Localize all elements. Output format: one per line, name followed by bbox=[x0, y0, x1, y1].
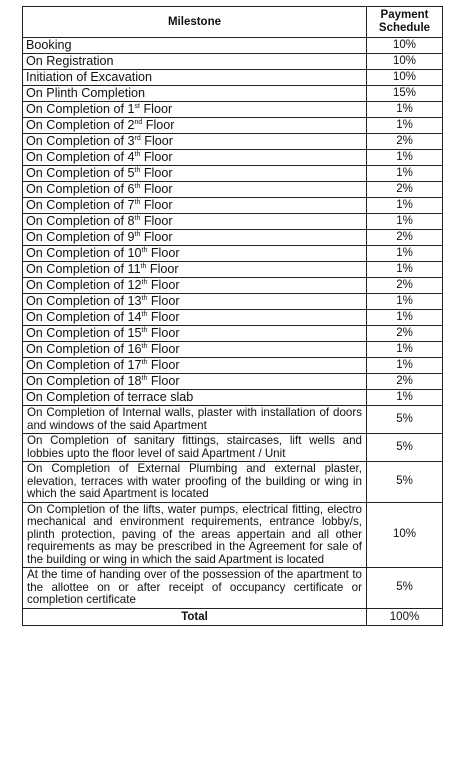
milestone-cell bbox=[23, 198, 367, 214]
total-value: 100% bbox=[367, 608, 443, 625]
milestone-text: On Completion of 4 bbox=[26, 150, 135, 164]
payment-cell: 2% bbox=[367, 134, 443, 150]
payment-schedule-header bbox=[367, 7, 443, 38]
ordinal-suffix: th bbox=[141, 295, 148, 302]
milestone-header: Milestone bbox=[23, 7, 367, 38]
payment-cell: 10% bbox=[367, 54, 443, 70]
payment-cell: 1% bbox=[367, 262, 443, 278]
table-row bbox=[23, 278, 443, 294]
milestone-text: Initiation of Excavation bbox=[26, 70, 153, 84]
milestone-cell bbox=[23, 326, 367, 342]
milestone-text-suffix: Floor bbox=[142, 118, 175, 132]
table-row bbox=[23, 70, 443, 86]
table-row bbox=[23, 502, 443, 568]
milestone-text-suffix: Floor bbox=[139, 102, 173, 116]
milestone-text: On Completion of 11 bbox=[26, 262, 141, 276]
milestone-cell bbox=[23, 118, 367, 134]
milestone-text-suffix: Floor bbox=[147, 326, 180, 340]
milestone-text-suffix: Floor bbox=[147, 342, 180, 356]
milestone-cell: On Completion of External Plumbing and external plaster, elevation, terraces with water proofing of the building or wing in which the said Apartment is located bbox=[23, 462, 367, 503]
milestone-text-suffix: Floor bbox=[147, 294, 180, 308]
milestone-text: On Completion of 15 bbox=[26, 326, 142, 340]
payment-cell: 2% bbox=[367, 182, 443, 198]
table-row bbox=[23, 326, 443, 342]
table-row bbox=[23, 262, 443, 278]
milestone-cell bbox=[23, 294, 367, 310]
milestone-text-suffix: Floor bbox=[140, 150, 173, 164]
table-body bbox=[23, 38, 443, 626]
milestone-text-suffix: Floor bbox=[147, 246, 180, 260]
milestone-text-suffix: Floor bbox=[146, 262, 179, 276]
total-label: Total bbox=[23, 608, 367, 625]
milestone-text: On Completion of 5 bbox=[26, 166, 135, 180]
payment-cell: 5% bbox=[367, 462, 443, 503]
table-row bbox=[23, 134, 443, 150]
ordinal-suffix: nd bbox=[134, 119, 143, 126]
table-row bbox=[23, 406, 443, 434]
table-row bbox=[23, 342, 443, 358]
milestone-text-suffix: Floor bbox=[147, 278, 180, 292]
ordinal-suffix: th bbox=[141, 327, 148, 334]
milestone-cell: On Completion of Internal walls, plaster with installation of doors and windows of the said Apartment bbox=[23, 406, 367, 434]
payment-cell: 1% bbox=[367, 246, 443, 262]
payment-cell: 2% bbox=[367, 230, 443, 246]
ordinal-suffix: th bbox=[141, 359, 148, 366]
table-row bbox=[23, 86, 443, 102]
milestone-text: On Completion of 3 bbox=[26, 134, 135, 148]
table-row bbox=[23, 102, 443, 118]
table-row bbox=[23, 310, 443, 326]
milestone-text-suffix: Floor bbox=[147, 358, 180, 372]
payment-cell: 15% bbox=[367, 86, 443, 102]
payment-schedule-table bbox=[22, 6, 443, 626]
payment-header-line1: Payment bbox=[380, 9, 429, 21]
payment-schedule-document bbox=[22, 6, 442, 626]
ordinal-suffix: st bbox=[134, 103, 140, 110]
table-row bbox=[23, 38, 443, 54]
table-row bbox=[23, 198, 443, 214]
milestone-cell bbox=[23, 86, 367, 102]
milestone-text: On Completion of 8 bbox=[26, 214, 135, 228]
milestone-cell bbox=[23, 262, 367, 278]
milestone-text: Booking bbox=[26, 38, 72, 52]
milestone-text: On Completion of terrace slab bbox=[26, 390, 194, 404]
milestone-text-suffix: Floor bbox=[140, 230, 173, 244]
payment-cell: 1% bbox=[367, 294, 443, 310]
milestone-text-suffix: Floor bbox=[140, 182, 173, 196]
payment-cell: 1% bbox=[367, 358, 443, 374]
table-row bbox=[23, 462, 443, 503]
table-row bbox=[23, 246, 443, 262]
table-row bbox=[23, 166, 443, 182]
payment-cell: 10% bbox=[367, 502, 443, 568]
milestone-text: On Completion of 14 bbox=[26, 310, 142, 324]
total-row bbox=[23, 608, 443, 625]
ordinal-suffix: th bbox=[134, 167, 141, 174]
milestone-cell bbox=[23, 166, 367, 182]
milestone-text-suffix: Floor bbox=[147, 310, 180, 324]
milestone-cell bbox=[23, 310, 367, 326]
payment-cell: 5% bbox=[367, 406, 443, 434]
table-row bbox=[23, 374, 443, 390]
table-row bbox=[23, 214, 443, 230]
payment-cell: 1% bbox=[367, 118, 443, 134]
table-row bbox=[23, 54, 443, 70]
milestone-cell bbox=[23, 342, 367, 358]
milestone-text: On Completion of 17 bbox=[26, 358, 142, 372]
payment-cell: 1% bbox=[367, 342, 443, 358]
milestone-cell: On Completion of sanitary fittings, staircases, lift wells and lobbies upto the floor level of said Apartment / Unit bbox=[23, 434, 367, 462]
payment-cell: 2% bbox=[367, 278, 443, 294]
ordinal-suffix: th bbox=[141, 375, 148, 382]
payment-cell: 1% bbox=[367, 150, 443, 166]
payment-cell: 1% bbox=[367, 390, 443, 406]
milestone-cell bbox=[23, 54, 367, 70]
payment-cell: 1% bbox=[367, 310, 443, 326]
milestone-text: On Plinth Completion bbox=[26, 86, 146, 100]
milestone-cell bbox=[23, 358, 367, 374]
milestone-text: On Completion of 1 bbox=[26, 102, 135, 116]
milestone-text: On Completion of 13 bbox=[26, 294, 142, 308]
table-row bbox=[23, 434, 443, 462]
milestone-text: On Completion of 7 bbox=[26, 198, 135, 212]
table-row bbox=[23, 358, 443, 374]
milestone-text: On Completion of 9 bbox=[26, 230, 135, 244]
ordinal-suffix: th bbox=[141, 279, 148, 286]
table-row bbox=[23, 390, 443, 406]
milestone-cell bbox=[23, 70, 367, 86]
ordinal-suffix: th bbox=[134, 231, 141, 238]
payment-cell: 1% bbox=[367, 166, 443, 182]
milestone-text: On Completion of 16 bbox=[26, 342, 142, 356]
payment-header-line2: Schedule bbox=[378, 22, 431, 34]
payment-cell: 1% bbox=[367, 214, 443, 230]
ordinal-suffix: th bbox=[141, 311, 148, 318]
milestone-cell bbox=[23, 134, 367, 150]
payment-cell: 5% bbox=[367, 568, 443, 609]
table-row bbox=[23, 568, 443, 609]
ordinal-suffix: th bbox=[134, 199, 141, 206]
ordinal-suffix: th bbox=[141, 247, 148, 254]
payment-cell: 2% bbox=[367, 374, 443, 390]
payment-cell: 1% bbox=[367, 102, 443, 118]
milestone-cell bbox=[23, 214, 367, 230]
ordinal-suffix: th bbox=[134, 183, 141, 190]
milestone-text: On Completion of 12 bbox=[26, 278, 142, 292]
milestone-text: On Completion of 2 bbox=[26, 118, 135, 132]
milestone-cell bbox=[23, 38, 367, 54]
milestone-cell: At the time of handing over of the possession of the apartment to the allottee on or after receipt of occupancy certificate or completion certificate bbox=[23, 568, 367, 609]
ordinal-suffix: th bbox=[140, 263, 147, 270]
ordinal-suffix: th bbox=[141, 343, 148, 350]
milestone-text: On Completion of 6 bbox=[26, 182, 135, 196]
milestone-text: On Completion of 18 bbox=[26, 374, 142, 388]
table-row bbox=[23, 294, 443, 310]
milestone-text-suffix: Floor bbox=[140, 198, 173, 212]
milestone-cell bbox=[23, 230, 367, 246]
milestone-cell: On Completion of the lifts, water pumps, electrical fitting, electro mechanical and environment requirements, entrance lobby/s, plinth protection, paving of the areas appertain and all other requirements as may be prescribed in the Agreement for sale of the building or wing in which the said Apartment is located bbox=[23, 502, 367, 568]
milestone-text-suffix: Floor bbox=[140, 166, 173, 180]
payment-cell: 2% bbox=[367, 326, 443, 342]
milestone-cell bbox=[23, 390, 367, 406]
payment-cell: 1% bbox=[367, 198, 443, 214]
milestone-text-suffix: Floor bbox=[140, 134, 173, 148]
table-row bbox=[23, 150, 443, 166]
payment-cell: 10% bbox=[367, 70, 443, 86]
table-row bbox=[23, 230, 443, 246]
milestone-text: On Completion of 10 bbox=[26, 246, 142, 260]
ordinal-suffix: th bbox=[134, 151, 141, 158]
payment-cell: 5% bbox=[367, 434, 443, 462]
ordinal-suffix: th bbox=[134, 215, 141, 222]
milestone-cell bbox=[23, 150, 367, 166]
ordinal-suffix: rd bbox=[134, 135, 141, 142]
milestone-cell bbox=[23, 278, 367, 294]
payment-cell: 10% bbox=[367, 38, 443, 54]
milestone-cell bbox=[23, 374, 367, 390]
table-row bbox=[23, 118, 443, 134]
milestone-text: On Registration bbox=[26, 54, 114, 68]
milestone-cell bbox=[23, 102, 367, 118]
milestone-cell bbox=[23, 182, 367, 198]
table-header-row bbox=[23, 7, 443, 38]
table-row bbox=[23, 182, 443, 198]
milestone-text-suffix: Floor bbox=[140, 214, 173, 228]
milestone-text-suffix: Floor bbox=[147, 374, 180, 388]
milestone-cell bbox=[23, 246, 367, 262]
